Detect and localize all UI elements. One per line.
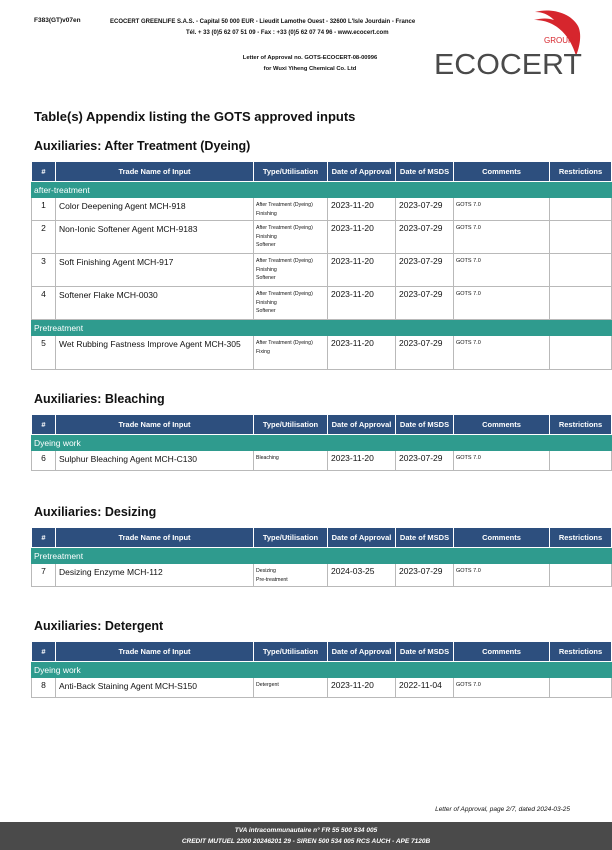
type-utilisation: Desizing Pre-treatment (254, 564, 328, 587)
table-row (32, 198, 612, 221)
date-of-msds: 2023-07-29 (396, 287, 454, 320)
comments: GOTS 7.0 (454, 198, 550, 221)
date-of-approval: 2023-11-20 (328, 254, 396, 287)
category-row (32, 320, 612, 336)
type-utilisation: After Treatment (Dyeing) Finishing Softener (254, 221, 328, 254)
restrictions (550, 221, 612, 254)
date-of-msds: 2023-07-29 (396, 336, 454, 370)
approval-line-2: for Wuxi Yiheng Chemical Co. Ltd (263, 66, 357, 72)
date-of-msds: 2023-07-29 (396, 564, 454, 587)
type-utilisation: After Treatment (Dyeing) Fixing (254, 336, 328, 370)
col-header-restrictions: Restrictions (550, 162, 612, 182)
category-row (32, 662, 612, 678)
col-header-trade-name: Trade Name of Input (56, 162, 254, 182)
inputs-table-desizing (31, 527, 612, 587)
col-header-trade-name: Trade Name of Input (56, 528, 254, 548)
inputs-table-after-treatment (31, 161, 612, 370)
row-number: 4 (32, 287, 56, 320)
type-utilisation: After Treatment (Dyeing) Finishing Softener (254, 254, 328, 287)
company-line-1: ECOCERT GREENLIFE S.A.S. - Capital 50 000 EUR - Lieudit Lamothe Ouest - 32600 L'Isle Jourdain - France (110, 19, 416, 25)
col-header-type: Type/Utilisation (254, 642, 328, 662)
date-of-approval: 2023-11-20 (328, 221, 396, 254)
trade-name: Wet Rubbing Fastness Improve Agent MCH-305 (56, 336, 254, 370)
comments: GOTS 7.0 (454, 221, 550, 254)
trade-name: Soft Finishing Agent MCH-917 (56, 254, 254, 287)
table-row (32, 254, 612, 287)
row-number: 8 (32, 678, 56, 698)
company-address (110, 17, 480, 39)
page-footer-note: Letter of Approval, page 2/7, dated 2024-03-25 (435, 806, 570, 813)
category-label: Pretreatment (32, 320, 612, 336)
restrictions (550, 678, 612, 698)
footer-vat-line: TVA intracommunautaire n° FR 55 500 534 005 (234, 827, 378, 834)
table-header-row (32, 642, 612, 662)
restrictions (550, 287, 612, 320)
date-of-msds: 2023-07-29 (396, 221, 454, 254)
trade-name: Non-Ionic Softener Agent MCH-9183 (56, 221, 254, 254)
row-number: 2 (32, 221, 56, 254)
trade-name: Sulphur Bleaching Agent MCH-C130 (56, 451, 254, 471)
date-of-msds: 2023-07-29 (396, 254, 454, 287)
section-title-bleaching: Auxiliaries: Bleaching (34, 392, 165, 406)
logo-group-text: GROUP (544, 36, 574, 45)
document-code: F383(GT)v07en (34, 17, 81, 24)
type-utilisation: Detergent (254, 678, 328, 698)
date-of-msds: 2022-11-04 (396, 678, 454, 698)
type-utilisation: Bleaching (254, 451, 328, 471)
comments: GOTS 7.0 (454, 254, 550, 287)
table-header-row (32, 162, 612, 182)
row-number: 1 (32, 198, 56, 221)
company-line-2: Tél. + 33 (0)5 62 07 51 09 - Fax : +33 (0)5 62 07 74 96 - www.ecocert.com (186, 30, 389, 36)
page-title: Table(s) Appendix listing the GOTS approved inputs (34, 109, 356, 124)
col-header-date-msds: Date of MSDS (396, 162, 454, 182)
col-header-date-msds: Date of MSDS (396, 528, 454, 548)
col-header-number: # (32, 528, 56, 548)
restrictions (550, 564, 612, 587)
comments: GOTS 7.0 (454, 564, 550, 587)
date-of-msds: 2023-07-29 (396, 198, 454, 221)
type-utilisation: After Treatment (Dyeing) Finishing Softener (254, 287, 328, 320)
col-header-date-approval: Date of Approval (328, 642, 396, 662)
category-label: Pretreatment (32, 548, 612, 564)
logo-ecocert-text: ECOCERT (434, 49, 583, 81)
col-header-comments: Comments (454, 415, 550, 435)
inputs-table-bleaching (31, 414, 612, 471)
comments: GOTS 7.0 (454, 678, 550, 698)
date-of-approval: 2024-03-25 (328, 564, 396, 587)
category-row (32, 548, 612, 564)
type-utilisation: After Treatment (Dyeing) Finishing (254, 198, 328, 221)
comments: GOTS 7.0 (454, 287, 550, 320)
trade-name: Softener Flake MCH-0030 (56, 287, 254, 320)
restrictions (550, 336, 612, 370)
date-of-approval: 2023-11-20 (328, 678, 396, 698)
col-header-restrictions: Restrictions (550, 415, 612, 435)
col-header-number: # (32, 642, 56, 662)
col-header-trade-name: Trade Name of Input (56, 642, 254, 662)
section-title-after-treatment: Auxiliaries: After Treatment (Dyeing) (34, 139, 251, 153)
col-header-date-approval: Date of Approval (328, 162, 396, 182)
table-row (32, 678, 612, 698)
table-row (32, 336, 612, 370)
category-label: after-treatment (32, 182, 612, 198)
col-header-comments: Comments (454, 642, 550, 662)
col-header-trade-name: Trade Name of Input (56, 415, 254, 435)
col-header-restrictions: Restrictions (550, 642, 612, 662)
col-header-comments: Comments (454, 162, 550, 182)
date-of-approval: 2023-11-20 (328, 451, 396, 471)
restrictions (550, 451, 612, 471)
category-row (32, 182, 612, 198)
col-header-date-approval: Date of Approval (328, 528, 396, 548)
comments: GOTS 7.0 (454, 336, 550, 370)
col-header-comments: Comments (454, 528, 550, 548)
section-title-desizing: Auxiliaries: Desizing (34, 505, 157, 519)
trade-name: Color Deepening Agent MCH-918 (56, 198, 254, 221)
col-header-date-msds: Date of MSDS (396, 415, 454, 435)
date-of-approval: 2023-11-20 (328, 287, 396, 320)
ecocert-logo (430, 6, 590, 82)
approval-reference (215, 53, 405, 75)
col-header-date-msds: Date of MSDS (396, 642, 454, 662)
table-header-row (32, 528, 612, 548)
table-header-row (32, 415, 612, 435)
comments: GOTS 7.0 (454, 451, 550, 471)
approval-line-1: Letter of Approval no. GOTS-ECOCERT-08-00996 (242, 55, 378, 61)
col-header-restrictions: Restrictions (550, 528, 612, 548)
category-row (32, 435, 612, 451)
col-header-type: Type/Utilisation (254, 528, 328, 548)
category-label: Dyeing work (32, 662, 612, 678)
table-row (32, 221, 612, 254)
footer-bar (0, 822, 612, 850)
date-of-approval: 2023-11-20 (328, 198, 396, 221)
row-number: 7 (32, 564, 56, 587)
trade-name: Anti-Back Staining Agent MCH-S150 (56, 678, 254, 698)
trade-name: Desizing Enzyme MCH-112 (56, 564, 254, 587)
date-of-approval: 2023-11-20 (328, 336, 396, 370)
row-number: 6 (32, 451, 56, 471)
col-header-type: Type/Utilisation (254, 162, 328, 182)
restrictions (550, 198, 612, 221)
date-of-msds: 2023-07-29 (396, 451, 454, 471)
row-number: 3 (32, 254, 56, 287)
col-header-date-approval: Date of Approval (328, 415, 396, 435)
section-title-detergent: Auxiliaries: Detergent (34, 619, 164, 633)
table-row (32, 287, 612, 320)
table-row (32, 451, 612, 471)
row-number: 5 (32, 336, 56, 370)
restrictions (550, 254, 612, 287)
footer-bank-line: CREDIT MUTUEL 2200 20246201 29 - SIREN 500 534 005 RCS AUCH - APE 7120B (181, 838, 431, 845)
col-header-number: # (32, 162, 56, 182)
inputs-table-detergent (31, 641, 612, 698)
category-label: Dyeing work (32, 435, 612, 451)
col-header-type: Type/Utilisation (254, 415, 328, 435)
col-header-number: # (32, 415, 56, 435)
table-row (32, 564, 612, 587)
